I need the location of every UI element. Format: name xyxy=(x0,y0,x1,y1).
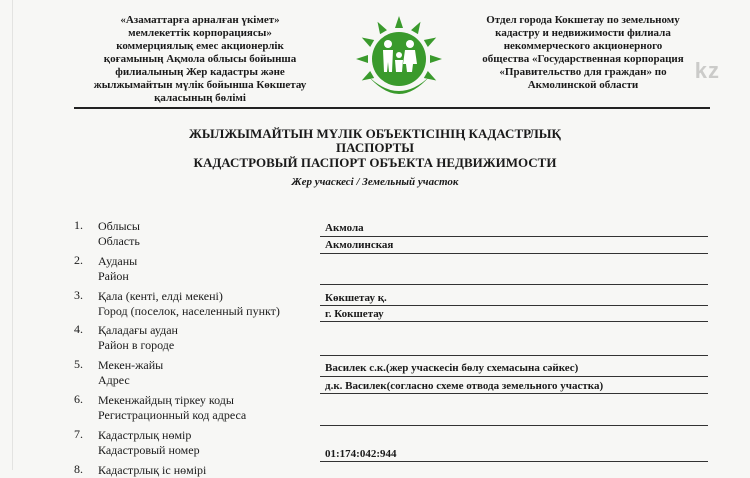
header-left-line: жылжымайтын мүлік бойынша Көкшетау xyxy=(93,79,307,91)
field-underline xyxy=(320,355,708,356)
row-number: 3. xyxy=(74,288,83,302)
family-sun-logo-icon xyxy=(354,14,444,104)
field-value: г. Кокшетау xyxy=(325,308,384,320)
field-label-ru: Адрес xyxy=(98,373,130,387)
field-label-kz: Қала (кенті, елді мекені) xyxy=(98,289,223,303)
field-label xyxy=(98,428,200,458)
field-label-ru: Район в городе xyxy=(98,338,175,352)
field-label-kz: Мекен-жайы xyxy=(98,358,164,372)
row-number: 7. xyxy=(74,427,83,441)
field-label-ru: Регистрационный код адреса xyxy=(98,408,247,422)
row-number: 4. xyxy=(74,322,83,336)
field-label-ru: Район xyxy=(98,269,129,283)
header-left-line: коммерциялық емес акционерлік xyxy=(116,40,284,52)
header-right-line: «Правительство для граждан» по xyxy=(499,66,667,78)
field-label xyxy=(98,463,206,478)
field-value: д.к. Василек(согласно схеме отвода земельного участка) xyxy=(325,380,604,392)
field-underline xyxy=(320,253,708,254)
field-label-kz: Кадастрлық іс нөмірі xyxy=(98,463,207,477)
row-number: 5. xyxy=(74,357,83,371)
field-underline xyxy=(320,393,708,394)
field-label xyxy=(98,219,140,249)
field-label-kz: Кадастрлық нөмір xyxy=(98,428,192,442)
header-left-line: қоғамының Ақмола облысы бойынша xyxy=(103,53,297,65)
field-label-kz: Мекенжайдың тіркеу коды xyxy=(98,393,234,407)
field-label-ru: Кадастровый номер xyxy=(98,443,200,457)
page-edge-line xyxy=(12,0,13,470)
document-subtitle: Жер учаскесі / Земельный участок xyxy=(291,176,459,188)
field-underline xyxy=(320,236,708,237)
header-right-line: Акмолинской области xyxy=(527,79,639,91)
row-number: 6. xyxy=(74,392,83,406)
header-left-line: қаласының бөлімі xyxy=(154,92,246,104)
row-number: 1. xyxy=(74,218,83,232)
field-label xyxy=(98,254,137,284)
field-label-kz: Облысы xyxy=(98,219,140,233)
header-right-ru xyxy=(458,14,708,92)
field-label-ru: Город (поселок, населенный пункт) xyxy=(98,304,280,318)
field-label xyxy=(98,323,178,353)
header-left-kz xyxy=(80,14,320,105)
field-label-kz: Қаладағы аудан xyxy=(98,323,178,337)
header-left-line: «Азаматтарға арналған үкімет» xyxy=(120,14,280,26)
header-right-line: Отдел города Кокшетау по земельному xyxy=(486,14,680,26)
field-underline xyxy=(320,376,708,377)
field-underline xyxy=(320,305,708,306)
header-right-line: кадастру и недвижимости филиала xyxy=(495,27,671,39)
header-divider xyxy=(74,107,710,109)
field-value: Акмола xyxy=(325,222,364,234)
row-number: 2. xyxy=(74,253,83,267)
field-underline xyxy=(320,425,708,426)
field-label xyxy=(98,393,246,423)
field-label xyxy=(98,289,280,319)
field-value: Василек с.к.(жер учаскесін бөлу схемасына сәйкес) xyxy=(325,362,579,374)
watermark: kz xyxy=(694,58,720,83)
title-ru: КАДАСТРОВЫЙ ПАСПОРТ ОБЪЕКТА НЕДВИЖИМОСТИ xyxy=(193,155,557,170)
field-value: Көкшетау қ. xyxy=(325,292,387,304)
field-underline xyxy=(320,321,708,322)
header-left-line: мемлекеттік корпорациясы» xyxy=(128,27,272,39)
field-label xyxy=(98,358,163,388)
row-number: 8. xyxy=(74,462,83,476)
field-underline xyxy=(320,461,708,462)
field-value: Акмолинская xyxy=(325,239,394,251)
title-kz-line1: ЖЫЛЖЫМАЙТЫН МҮЛІК ОБЪЕКТІСІНІҢ КАДАСТРЛЫҚ xyxy=(189,126,561,141)
field-label-ru: Область xyxy=(98,234,140,248)
field-underline xyxy=(320,284,708,285)
title-kz-line2: ПАСПОРТЫ xyxy=(336,140,414,155)
header-left-line: филиалының Жер кадастры және xyxy=(115,66,285,78)
field-value-cadastral-number: 01:174:042:944 xyxy=(325,448,397,460)
header-right-line: некоммерческого акционерного xyxy=(503,40,663,52)
header-right-line: общества «Государственная корпорация xyxy=(482,53,684,65)
field-label-kz: Ауданы xyxy=(98,254,138,268)
